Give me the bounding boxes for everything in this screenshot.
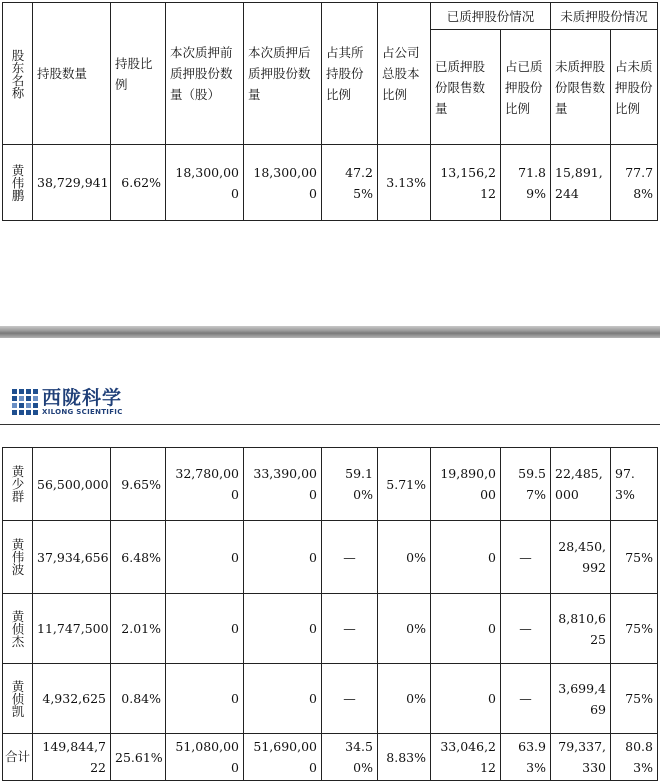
cell-pct-company: 5.71% bbox=[378, 448, 431, 521]
table-row bbox=[3, 594, 658, 664]
cell-shares: 37,934,656 bbox=[33, 521, 111, 594]
company-name-cn: 西陇科学 bbox=[42, 387, 123, 409]
cell-before: 18,300,000 bbox=[166, 145, 244, 221]
cell-pct-own: 47.25% bbox=[322, 145, 378, 221]
cell-ratio: 6.62% bbox=[111, 145, 166, 221]
cell-name: 黄伟鹏 bbox=[3, 145, 33, 221]
cell-unpledged-pct: 77.78% bbox=[611, 145, 658, 221]
table-row bbox=[3, 521, 658, 594]
cell-pledged-pct: 71.89% bbox=[501, 145, 551, 221]
cell-before: 51,080,000 bbox=[166, 734, 244, 781]
page-divider bbox=[0, 326, 660, 338]
cell-ratio: 25.61% bbox=[111, 734, 166, 781]
cell-pct-own: — bbox=[322, 594, 378, 664]
cell-unpledged-pct: 75% bbox=[611, 594, 658, 664]
cell-unpledged-pct: 97.3% bbox=[611, 448, 658, 521]
cell-pledged-pct: — bbox=[501, 594, 551, 664]
cell-name: 黄伟波 bbox=[3, 521, 33, 594]
header-unpledged-group: 未质押股份情况 bbox=[551, 3, 658, 30]
cell-ratio: 0.84% bbox=[111, 664, 166, 734]
cell-before: 0 bbox=[166, 664, 244, 734]
cell-after: 51,690,000 bbox=[244, 734, 322, 781]
cell-pct-own: 59.10% bbox=[322, 448, 378, 521]
cell-shares: 38,729,941 bbox=[33, 145, 111, 221]
cell-pledged-restricted: 0 bbox=[431, 521, 501, 594]
cell-pledged-restricted: 0 bbox=[431, 594, 501, 664]
cell-unpledged-restricted: 22,485,000 bbox=[551, 448, 611, 521]
cell-pledged-pct: — bbox=[501, 664, 551, 734]
cell-ratio: 6.48% bbox=[111, 521, 166, 594]
cell-pct-company: 3.13% bbox=[378, 145, 431, 221]
cell-pledged-pct: — bbox=[501, 521, 551, 594]
cell-pct-own: — bbox=[322, 664, 378, 734]
cell-after: 0 bbox=[244, 594, 322, 664]
cell-pct-company: 8.83% bbox=[378, 734, 431, 781]
cell-after: 33,390,000 bbox=[244, 448, 322, 521]
header-shares-held: 持股数量 bbox=[33, 3, 111, 145]
header-pledged-pct: 占已质押股份比例 bbox=[501, 30, 551, 145]
header-before-pledge: 本次质押前质押股份数量（股） bbox=[166, 3, 244, 145]
cell-name: 黄侦杰 bbox=[3, 594, 33, 664]
table-row bbox=[3, 664, 658, 734]
cell-shares: 56,500,000 bbox=[33, 448, 111, 521]
header-rule bbox=[0, 424, 660, 425]
cell-pct-own: 34.50% bbox=[322, 734, 378, 781]
cell-ratio: 9.65% bbox=[111, 448, 166, 521]
cell-pledged-restricted: 33,046,212 bbox=[431, 734, 501, 781]
cell-after: 0 bbox=[244, 521, 322, 594]
header-pct-company: 占公司总股本比例 bbox=[378, 3, 431, 145]
cell-unpledged-pct: 80.83% bbox=[611, 734, 658, 781]
pledge-table-page2 bbox=[2, 447, 658, 781]
header-holder-name: 股东名称 bbox=[3, 3, 33, 145]
cell-after: 0 bbox=[244, 664, 322, 734]
cell-name: 黄少群 bbox=[3, 448, 33, 521]
cell-ratio: 2.01% bbox=[111, 594, 166, 664]
cell-pledged-pct: 63.93% bbox=[501, 734, 551, 781]
cell-unpledged-restricted: 8,810,625 bbox=[551, 594, 611, 664]
company-logo bbox=[12, 388, 123, 416]
header-share-ratio: 持股比例 bbox=[111, 3, 166, 145]
cell-unpledged-pct: 75% bbox=[611, 664, 658, 734]
header-unpledged-pct: 占未质押股份比例 bbox=[611, 30, 658, 145]
cell-pct-company: 0% bbox=[378, 664, 431, 734]
cell-shares: 4,932,625 bbox=[33, 664, 111, 734]
cell-unpledged-pct: 75% bbox=[611, 521, 658, 594]
logo-grid-icon bbox=[12, 389, 38, 415]
cell-before: 0 bbox=[166, 594, 244, 664]
cell-shares: 149,844,722 bbox=[33, 734, 111, 781]
header-pledged-restricted: 已质押股份限售数量 bbox=[431, 30, 501, 145]
table-row-total bbox=[3, 734, 658, 781]
cell-name: 合计 bbox=[3, 734, 33, 781]
cell-before: 0 bbox=[166, 521, 244, 594]
cell-pct-own: — bbox=[322, 521, 378, 594]
header-pct-own: 占其所持股份比例 bbox=[322, 3, 378, 145]
cell-pct-company: 0% bbox=[378, 521, 431, 594]
header-unpledged-restricted: 未质押股份限售数量 bbox=[551, 30, 611, 145]
cell-pledged-pct: 59.57% bbox=[501, 448, 551, 521]
cell-pledged-restricted: 0 bbox=[431, 664, 501, 734]
cell-name: 黄侦凯 bbox=[3, 664, 33, 734]
page-bottom-blank bbox=[0, 222, 660, 326]
cell-unpledged-restricted: 28,450,992 bbox=[551, 521, 611, 594]
cell-pledged-restricted: 13,156,212 bbox=[431, 145, 501, 221]
cell-before: 32,780,000 bbox=[166, 448, 244, 521]
header-after-pledge: 本次质押后质押股份数量 bbox=[244, 3, 322, 145]
cell-unpledged-restricted: 15,891,244 bbox=[551, 145, 611, 221]
table-row bbox=[3, 145, 658, 221]
cell-shares: 11,747,500 bbox=[33, 594, 111, 664]
table-row bbox=[3, 448, 658, 521]
company-name-en: XILONG SCIENTIFIC bbox=[42, 408, 123, 416]
header-pledged-group: 已质押股份情况 bbox=[431, 3, 551, 30]
cell-unpledged-restricted: 3,699,469 bbox=[551, 664, 611, 734]
pledge-table-page1 bbox=[2, 2, 658, 221]
cell-pledged-restricted: 19,890,000 bbox=[431, 448, 501, 521]
cell-unpledged-restricted: 79,337,330 bbox=[551, 734, 611, 781]
cell-after: 18,300,000 bbox=[244, 145, 322, 221]
cell-pct-company: 0% bbox=[378, 594, 431, 664]
